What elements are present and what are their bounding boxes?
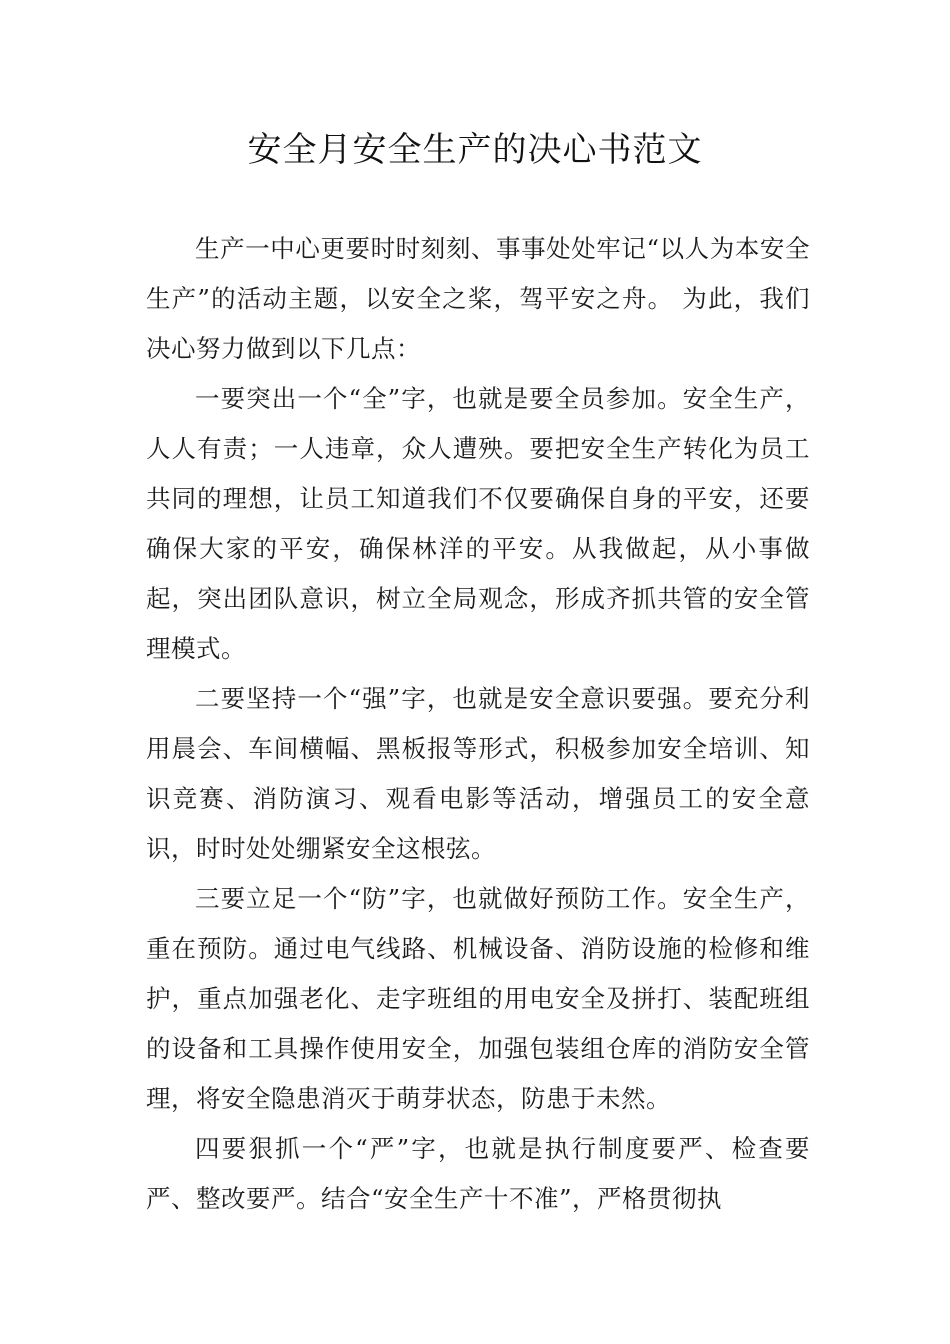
paragraph-point-two: 二要坚持一个“强”字，也就是安全意识要强。要充分利用晨会、车间横幅、黑板报等形式，积极参加安全培训、知识竞赛、消防演习、观看电影等活动，增强员工的安全意识，时时处处绷紧安全这根弦。 [146, 684, 810, 863]
document-body [146, 224, 810, 1224]
paragraph-point-four: 四要狠抓一个“严”字，也就是执行制度要严、检查要严、整改要严。结合“安全生产十不准”，严格贯彻执 [146, 1134, 810, 1213]
paragraph-point-one: 一要突出一个“全”字，也就是要全员参加。安全生产，人人有责；一人违章，众人遭殃。要把安全生产转化为员工共同的理想，让员工知道我们不仅要确保自身的平安，还要确保大家的平安，确保林洋的平安。从我做起，从小事做起，突出团队意识，树立全局观念，形成齐抓共管的安全管理模式。 [146, 384, 810, 663]
paragraph-intro: 生产一中心更要时时刻刻、事事处处牢记“以人为本安全生产”的活动主题，以安全之桨，驾平安之舟。 为此，我们决心努力做到以下几点： [146, 234, 810, 363]
paragraph-point-three: 三要立足一个“防”字，也就做好预防工作。安全生产，重在预防。通过电气线路、机械设备、消防设施的检修和维护，重点加强老化、走字班组的用电安全及拼打、装配班组的设备和工具操作使用安全，加强包装组仓库的消防安全管理，将安全隐患消灭于萌芽状态，防患于未然。 [146, 884, 810, 1113]
document-title: 安全月安全生产的决心书范文 [247, 130, 703, 170]
